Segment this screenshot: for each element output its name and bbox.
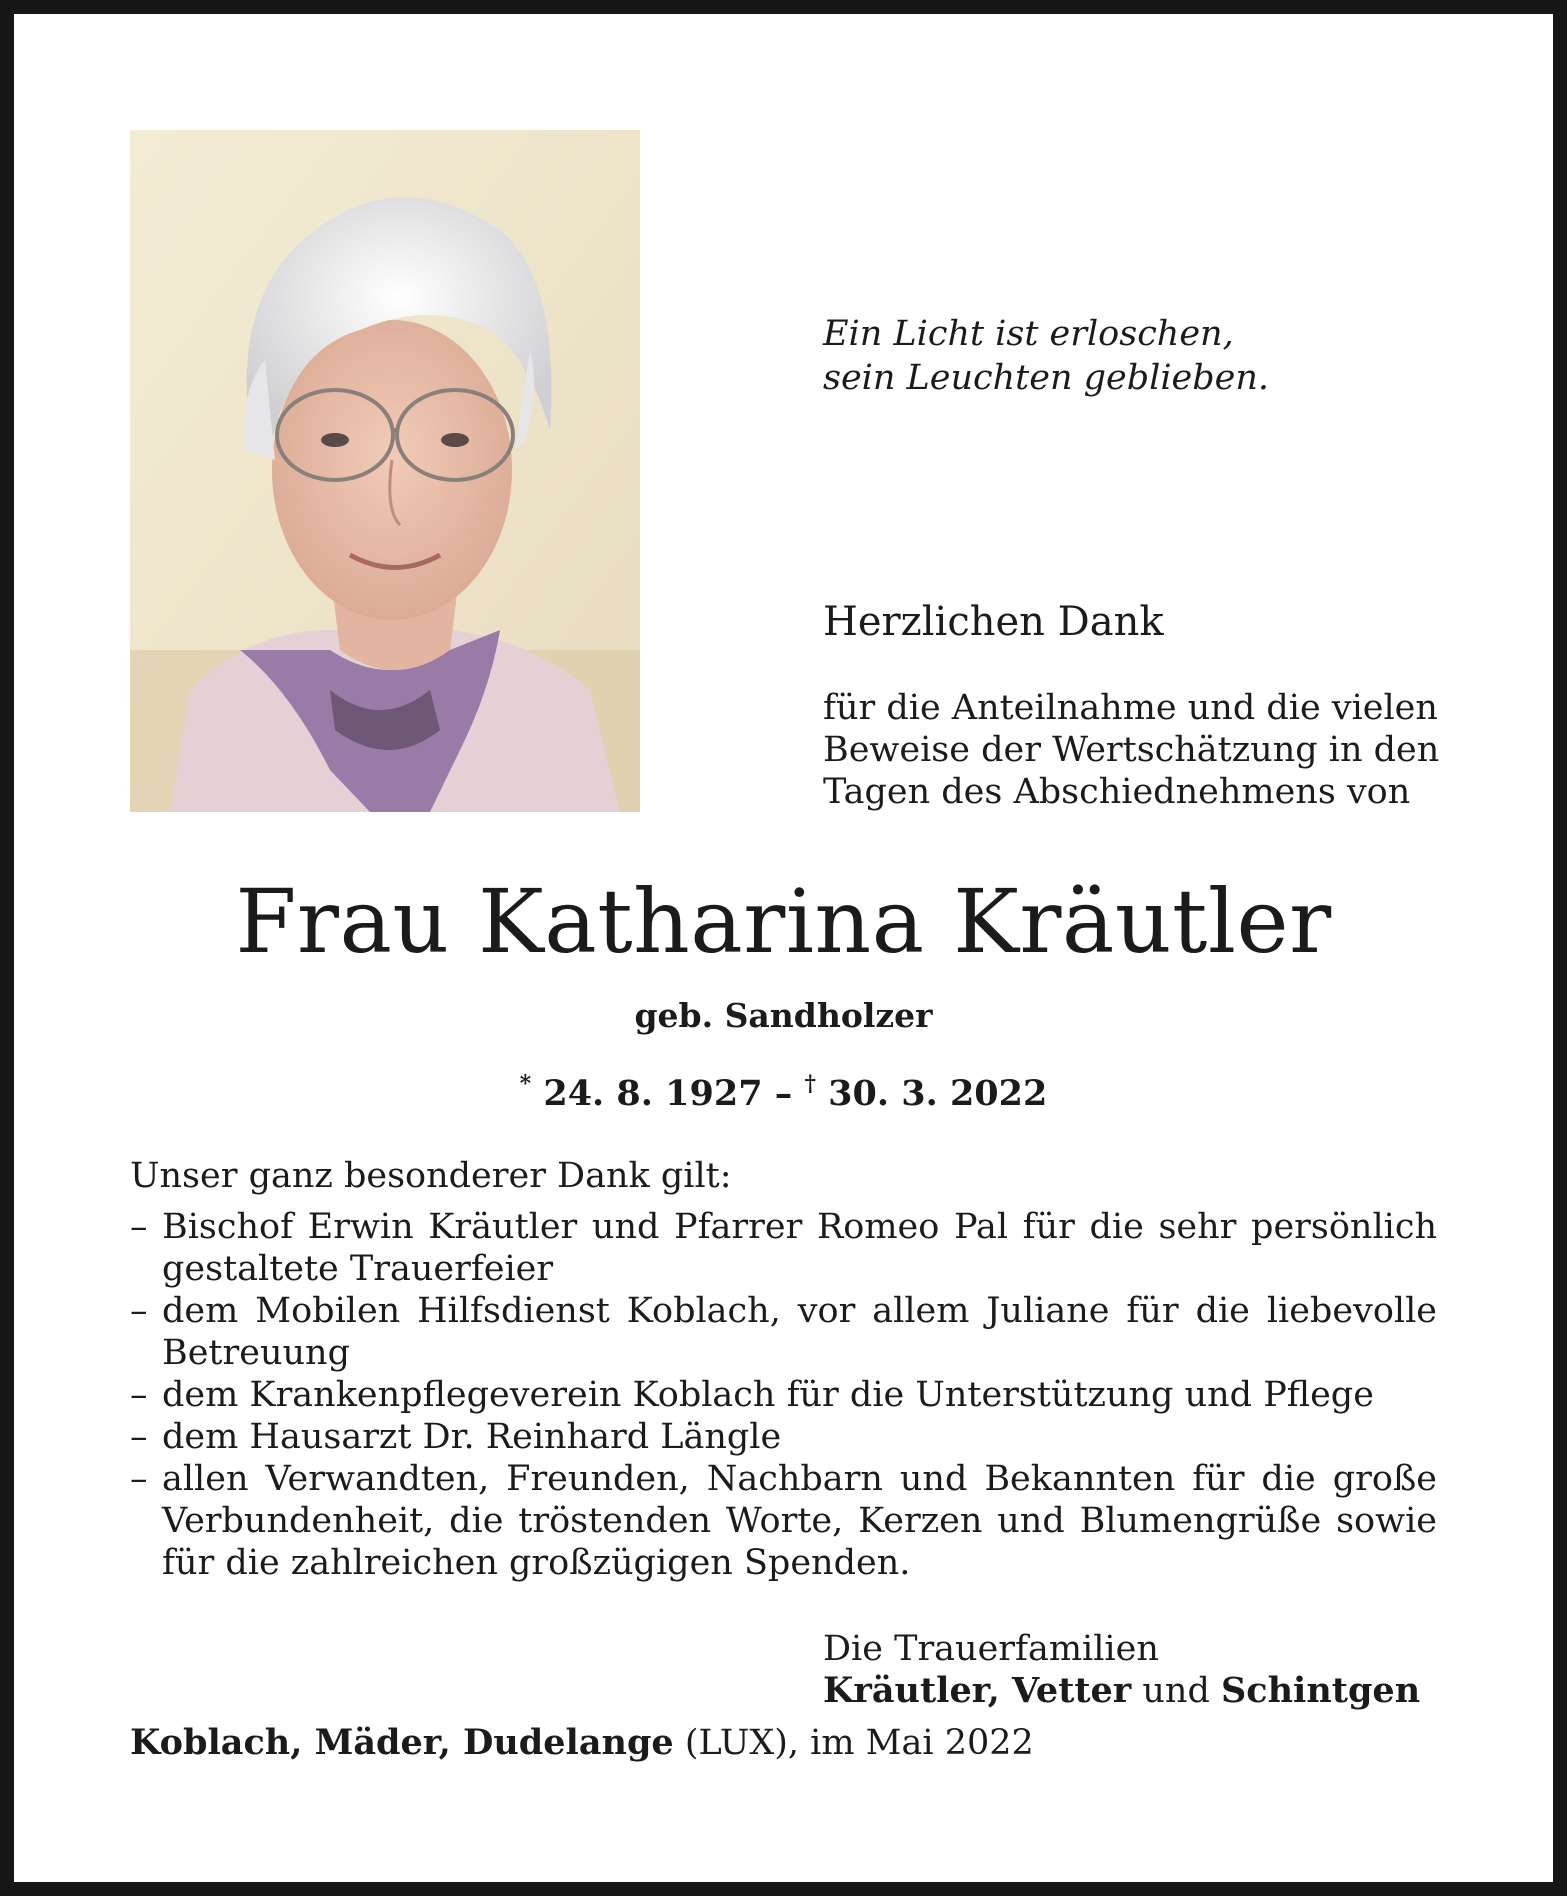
deceased-name: Frau Katharina Kräutler	[235, 870, 1332, 973]
signature-block	[823, 1628, 1420, 1712]
memorial-quote	[823, 312, 1269, 400]
list-item-text: dem Mobilen Hilfsdienst Koblach, vor allem Juliane für die liebevolle Betreuung	[162, 1291, 1437, 1373]
family-names	[823, 1670, 1420, 1712]
birth-date: 24. 8. 1927	[543, 1073, 763, 1114]
list-item-text: allen Verwandten, Freunden, Nachbarn und Bekannten für die große Verbundenheit, die tröstenden Worte, Kerzen und Blumengrüße sowie für die zahlreichen großzügigen Spenden.	[162, 1459, 1437, 1583]
dash-bullet: –	[130, 1417, 148, 1457]
gratitude-list	[130, 1206, 1437, 1584]
thanks-line-3: Tagen des Abschiednehmens von	[823, 772, 1411, 812]
death-mark: †	[804, 1071, 816, 1097]
family-name-1: Kräutler, Vetter	[823, 1670, 1132, 1711]
place-towns: Koblach, Mäder, Dudelange	[130, 1722, 674, 1763]
list-item-text: dem Hausarzt Dr. Reinhard Längle	[162, 1417, 782, 1457]
list-item	[130, 1206, 1437, 1290]
thanks-line-2: Beweise der Wertschätzung in den	[823, 730, 1440, 770]
thanks-line-1: für die Anteilnahme und die vielen	[823, 688, 1438, 728]
list-item-text: Bischof Erwin Kräutler und Pfarrer Romeo Pal für die sehr persönlich gestaltete Trauerfeier	[162, 1207, 1437, 1289]
list-item	[130, 1458, 1437, 1584]
signature-line: Die Trauerfamilien	[823, 1629, 1159, 1669]
quote-line-2: sein Leuchten geblieben.	[823, 358, 1270, 398]
dash-bullet: –	[130, 1291, 148, 1331]
quote-line-1: Ein Licht ist erloschen,	[823, 314, 1234, 354]
dash-bullet: –	[130, 1207, 148, 1247]
date-separator: –	[774, 1073, 793, 1114]
family-connector: und	[1142, 1671, 1210, 1711]
maiden-name: geb. Sandholzer	[634, 996, 933, 1035]
gratitude-intro: Unser ganz besonderer Dank gilt:	[130, 1156, 732, 1196]
place-month: im Mai 2022	[810, 1723, 1034, 1763]
family-name-2: Schintgen	[1221, 1670, 1421, 1711]
thanks-title: Herzlichen Dank	[823, 599, 1164, 645]
portrait-photo	[130, 130, 640, 812]
place-country: (LUX),	[684, 1723, 800, 1763]
place-date	[130, 1722, 1034, 1764]
list-item-text: dem Krankenpflegeverein Koblach für die Unterstützung und Pflege	[162, 1375, 1374, 1415]
list-item	[130, 1374, 1437, 1416]
birth-mark: *	[519, 1071, 532, 1097]
list-item	[130, 1290, 1437, 1374]
dash-bullet: –	[130, 1459, 148, 1499]
dash-bullet: –	[130, 1375, 148, 1415]
list-item	[130, 1416, 1437, 1458]
death-date: 30. 3. 2022	[828, 1073, 1048, 1114]
life-dates	[0, 1062, 1567, 1116]
thanks-text	[823, 687, 1443, 813]
